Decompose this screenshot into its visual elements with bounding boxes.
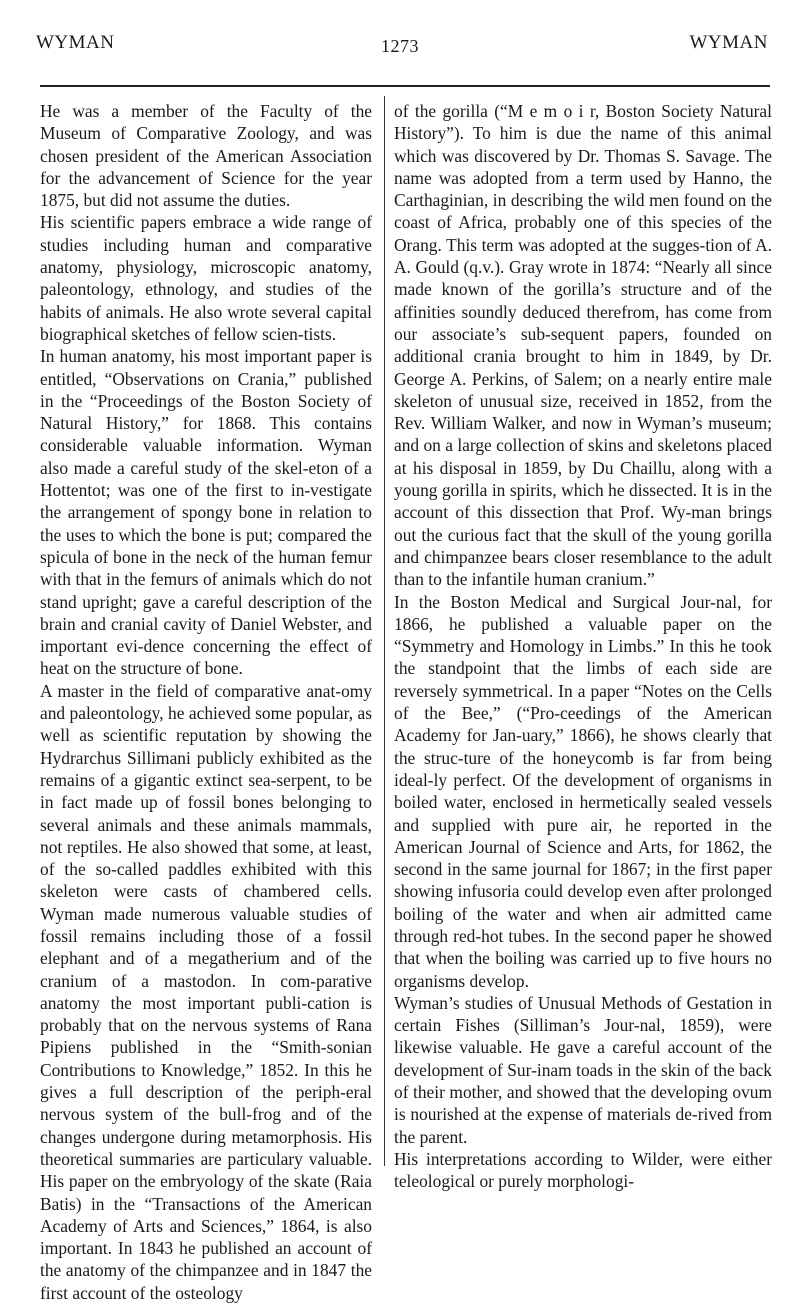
paragraph: In human anatomy, his most important paper is entitled, “Observations on Crania,” published in the “Proceedings of the Boston Society of Natural History,” for 1868. This contains considerable valuable information. Wyman also made a careful study of the skel-eton of a Hottentot; was one of the first to in-vestigate the arrangement of spongy bone in relation to the uses to which the bone is put; compared the spicula of bone in the neck of the human femur with that in the femurs of animals which do not stand upright; gave a careful description of the brain and cranial cavity of Daniel Webster, and important evi-dence concerning the effect of heat on the structure of bone. xyxy=(40,346,372,679)
paragraph: His interpretations according to Wilder, were either teleological or purely morphologi- xyxy=(394,1148,772,1192)
paragraph: In the Boston Medical and Surgical Jour-nal, for 1866, he published a valuable paper on the “Symmetry and Homology in Limbs.” In this he took the standpoint that the limbs of each side are reversely symmetrical. In a paper “Notes on the Cells of the Bee,” (“Pro-ceedings of the American Academy for Jan-uary,” 1866), he shows clearly that the struc-ture of the honeycomb is far from being ideal-ly perfect. Of the development of organisms in boiled water, enclosed in hermetically sealed vessels and supplied with pure air, he reported in the American Journal of Science and Arts, for 1862, the second in the same journal for 1867; in the first paper showing infusoria could develop even after prolonged boiling of the water and when air admitted came through red-hot tubes. In the second paper he showed that when the boiling was carried up to five hours no organisms develop. xyxy=(394,591,772,991)
column-divider xyxy=(384,96,385,1166)
paragraph: His scientific papers embrace a wide range of studies including human and comparative anatomy, physiology, microscopic anatomy, paleontology, ethnology, and studies of the habits of animals. He also wrote several capital biographical sketches of fellow scien-tists. xyxy=(40,212,372,344)
header-rule xyxy=(40,85,770,87)
left-column xyxy=(40,100,372,1304)
running-head-left: WYMAN xyxy=(36,32,115,53)
paragraph: of the gorilla (“M e m o i r, Boston Society Natural History”). To him is due the name of this animal which was discovered by Dr. Thomas S. Savage. The name was adopted from a term used by Hanno, the Carthaginian, in describing the wild men found on the coast of Africa, probably one of this species of the Orang. This term was adopted at the sugges-tion of A. A. Gould (q.v.). Gray wrote in 1874: “Nearly all since made known of the gorilla’s structure and of the affinities soundly deduced therefrom, has come from our associate’s sub-sequent papers, founded on additional crania brought to him in 1849, by Dr. George A. Perkins, of Salem; on a nearly entire male skeleton of unusual size, received in 1852, from the Rev. William Walker, and now in Wyman’s museum; and on a large collection of skins and skeletons placed at his disposal in 1859, by Du Chaillu, along with a young gorilla in spirits, which he dissected. It is in the account of this dissection that Prof. Wy-man brings out the curious fact that the skull of the young gorilla and chimpanzee bears closer resemblance to the adult than to the infantile human cranium.” xyxy=(394,101,772,590)
paragraph: A master in the field of comparative anat-omy and paleontology, he achieved some popular, as well as scientific reputation by showing the Hydrarchus Sillimani publicly exhibited as the remains of a gigantic extinct sea-serpent, to be in fact made up of fossil bones belonging to several animals and these animals mammals, not reptiles. He also showed that some, at least, of the so-called paddles exhibited with this skeleton were casts of chambered cells. Wyman made numerous valuable studies of fossil remains including those of a fossil elephant and of a megatherium and of the cranium of a mastodon. In com-parative anatomy the most important publi-cation is probably that on the nervous systems of Rana Pipiens published in the “Smith-sonian Contributions to Knowledge,” 1852. In this he gives a full description of the periph-eral nervous system of the bull-frog and of the changes undergone during metamorphosis. His theoretical summaries are particulary valuable. His paper on the embryology of the skate (Raia Batis) in the “Transactions of the American Academy of Arts and Sciences,” 1864, is also important. In 1843 he published an account of the anatomy of the chimpanzee and in 1847 the first account of the osteology xyxy=(40,680,372,1303)
right-column xyxy=(394,100,772,1193)
paragraph: He was a member of the Faculty of the Museum of Comparative Zoology, and was chosen president of the American Association for the advancement of Science for the year 1875, but did not assume the duties. xyxy=(40,101,372,211)
page-number: 1273 xyxy=(381,36,419,56)
paragraph: Wyman’s studies of Unusual Methods of Gestation in certain Fishes (Silliman’s Jour-nal, 1859), were likewise valuable. He gave a careful account of the development of Sur-inam toads in the skin of the back of their mother, and showed that the developing ovum is nourished at the expense of materials de-rived from the parent. xyxy=(394,992,772,1147)
running-head-right: WYMAN xyxy=(689,32,768,53)
